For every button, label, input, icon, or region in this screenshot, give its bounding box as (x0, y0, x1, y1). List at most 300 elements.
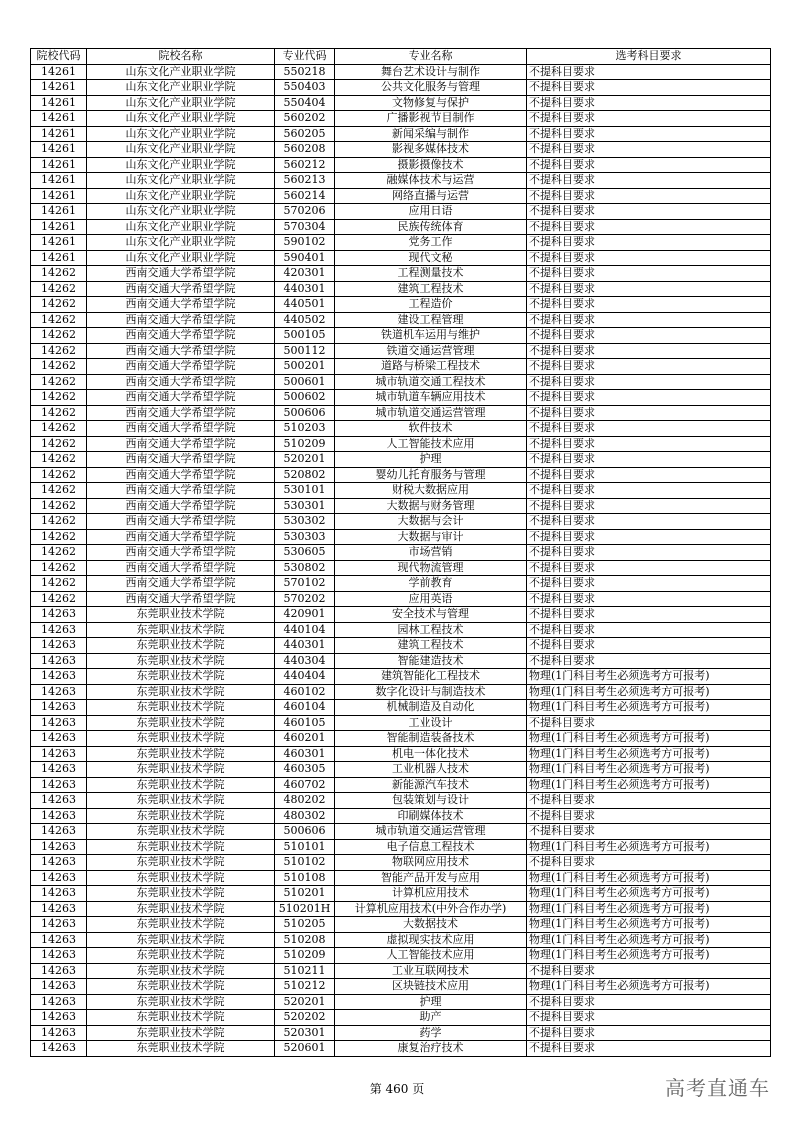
major-name-cell: 助产 (335, 1010, 527, 1026)
major-name-cell: 民族传统体育 (335, 219, 527, 235)
table-row (31, 452, 771, 468)
table-row (31, 560, 771, 576)
table-row (31, 95, 771, 111)
table-row (31, 901, 771, 917)
table-row (31, 529, 771, 545)
major-code-cell: 570102 (275, 576, 335, 592)
school-name-cell: 东莞职业技术学院 (87, 839, 275, 855)
table-row (31, 591, 771, 607)
school-name-cell: 东莞职业技术学院 (87, 1010, 275, 1026)
table-row (31, 157, 771, 173)
requirement-cell: 不提科目要求 (527, 607, 771, 623)
major-code-cell: 550403 (275, 80, 335, 96)
school-code-cell: 14263 (31, 839, 87, 855)
school-code-cell: 14263 (31, 917, 87, 933)
major-code-cell: 590401 (275, 250, 335, 266)
table-row (31, 607, 771, 623)
requirement-cell: 不提科目要求 (527, 297, 771, 313)
major-name-cell: 虚拟现实技术应用 (335, 932, 527, 948)
major-name-cell: 软件技术 (335, 421, 527, 437)
major-code-cell: 570202 (275, 591, 335, 607)
major-name-cell: 道路与桥梁工程技术 (335, 359, 527, 375)
major-code-cell: 560212 (275, 157, 335, 173)
watermark-text: 高考直通车 (665, 1076, 770, 1100)
table-row (31, 545, 771, 561)
table-row (31, 80, 771, 96)
school-name-cell: 山东文化产业职业学院 (87, 142, 275, 158)
major-name-cell: 城市轨道交通运营管理 (335, 405, 527, 421)
table-row (31, 700, 771, 716)
school-name-cell: 山东文化产业职业学院 (87, 250, 275, 266)
major-code-cell: 560208 (275, 142, 335, 158)
requirement-cell: 不提科目要求 (527, 312, 771, 328)
school-code-cell: 14261 (31, 126, 87, 142)
school-code-cell: 14262 (31, 297, 87, 313)
school-code-cell: 14263 (31, 684, 87, 700)
school-name-cell: 西南交通大学希望学院 (87, 483, 275, 499)
table-row (31, 390, 771, 406)
major-code-cell: 510208 (275, 932, 335, 948)
major-name-cell: 摄影摄像技术 (335, 157, 527, 173)
table-row (31, 963, 771, 979)
school-name-cell: 东莞职业技术学院 (87, 808, 275, 824)
school-name-cell: 西南交通大学希望学院 (87, 328, 275, 344)
table-row (31, 514, 771, 530)
table-row (31, 421, 771, 437)
requirement-cell: 物理(1门科目考生必须选考方可报考) (527, 870, 771, 886)
table-row (31, 638, 771, 654)
school-name-cell: 东莞职业技术学院 (87, 1041, 275, 1057)
major-code-cell: 480302 (275, 808, 335, 824)
table-row (31, 64, 771, 80)
school-name-cell: 西南交通大学希望学院 (87, 405, 275, 421)
school-code-cell: 14262 (31, 266, 87, 282)
major-code-cell: 500601 (275, 374, 335, 390)
major-name-cell: 城市轨道交通运营管理 (335, 824, 527, 840)
header-subject-requirement: 选考科目要求 (527, 49, 771, 65)
major-code-cell: 440501 (275, 297, 335, 313)
table-row (31, 312, 771, 328)
table-row (31, 948, 771, 964)
requirement-cell: 物理(1门科目考生必须选考方可报考) (527, 684, 771, 700)
major-name-cell: 工业互联网技术 (335, 963, 527, 979)
school-name-cell: 东莞职业技术学院 (87, 979, 275, 995)
school-name-cell: 东莞职业技术学院 (87, 994, 275, 1010)
requirement-cell: 不提科目要求 (527, 64, 771, 80)
header-school-code: 院校代码 (31, 49, 87, 65)
school-name-cell: 东莞职业技术学院 (87, 886, 275, 902)
school-code-cell: 14261 (31, 188, 87, 204)
school-code-cell: 14262 (31, 467, 87, 483)
requirement-cell: 不提科目要求 (527, 793, 771, 809)
requirement-cell: 不提科目要求 (527, 1041, 771, 1057)
school-name-cell: 东莞职业技术学院 (87, 963, 275, 979)
major-code-cell: 440301 (275, 638, 335, 654)
school-name-cell: 西南交通大学希望学院 (87, 421, 275, 437)
school-name-cell: 东莞职业技术学院 (87, 638, 275, 654)
school-code-cell: 14262 (31, 483, 87, 499)
school-code-cell: 14261 (31, 250, 87, 266)
school-code-cell: 14262 (31, 281, 87, 297)
requirement-cell: 物理(1门科目考生必须选考方可报考) (527, 932, 771, 948)
header-school-name: 院校名称 (87, 49, 275, 65)
requirement-cell: 物理(1门科目考生必须选考方可报考) (527, 777, 771, 793)
school-code-cell: 14263 (31, 793, 87, 809)
major-name-cell: 智能制造装备技术 (335, 731, 527, 747)
school-code-cell: 14261 (31, 157, 87, 173)
major-name-cell: 康复治疗技术 (335, 1041, 527, 1057)
requirement-cell: 物理(1门科目考生必须选考方可报考) (527, 762, 771, 778)
major-name-cell: 园林工程技术 (335, 622, 527, 638)
major-code-cell: 420901 (275, 607, 335, 623)
school-code-cell: 14263 (31, 979, 87, 995)
table-row (31, 235, 771, 251)
major-name-cell: 婴幼儿托育服务与管理 (335, 467, 527, 483)
table-row (31, 483, 771, 499)
school-code-cell: 14262 (31, 312, 87, 328)
requirement-cell: 不提科目要求 (527, 80, 771, 96)
requirement-cell: 不提科目要求 (527, 142, 771, 158)
school-code-cell: 14262 (31, 374, 87, 390)
table-header-row (31, 49, 771, 65)
major-name-cell: 建设工程管理 (335, 312, 527, 328)
requirement-cell: 不提科目要求 (527, 204, 771, 220)
school-code-cell: 14263 (31, 622, 87, 638)
major-name-cell: 计算机应用技术(中外合作办学) (335, 901, 527, 917)
requirement-cell: 不提科目要求 (527, 374, 771, 390)
school-name-cell: 山东文化产业职业学院 (87, 219, 275, 235)
major-code-cell: 440502 (275, 312, 335, 328)
major-code-cell: 510203 (275, 421, 335, 437)
requirement-cell: 不提科目要求 (527, 266, 771, 282)
requirement-cell: 物理(1门科目考生必须选考方可报考) (527, 901, 771, 917)
school-code-cell: 14263 (31, 700, 87, 716)
major-code-cell: 460105 (275, 715, 335, 731)
school-name-cell: 山东文化产业职业学院 (87, 95, 275, 111)
school-name-cell: 东莞职业技术学院 (87, 700, 275, 716)
school-name-cell: 西南交通大学希望学院 (87, 343, 275, 359)
table-row (31, 328, 771, 344)
major-code-cell: 460104 (275, 700, 335, 716)
table-row (31, 111, 771, 127)
table-row (31, 808, 771, 824)
school-code-cell: 14263 (31, 653, 87, 669)
major-code-cell: 560214 (275, 188, 335, 204)
table-row (31, 1025, 771, 1041)
major-code-cell: 530302 (275, 514, 335, 530)
table-row (31, 669, 771, 685)
school-name-cell: 西南交通大学希望学院 (87, 297, 275, 313)
requirement-cell: 不提科目要求 (527, 219, 771, 235)
major-code-cell: 510108 (275, 870, 335, 886)
school-name-cell: 山东文化产业职业学院 (87, 111, 275, 127)
requirement-cell: 不提科目要求 (527, 994, 771, 1010)
school-name-cell: 东莞职业技术学院 (87, 917, 275, 933)
table-row (31, 653, 771, 669)
major-name-cell: 工程测量技术 (335, 266, 527, 282)
major-code-cell: 460301 (275, 746, 335, 762)
school-name-cell: 西南交通大学希望学院 (87, 436, 275, 452)
major-name-cell: 智能建造技术 (335, 653, 527, 669)
major-code-cell: 500602 (275, 390, 335, 406)
table-row (31, 188, 771, 204)
requirement-cell: 不提科目要求 (527, 328, 771, 344)
major-name-cell: 电子信息工程技术 (335, 839, 527, 855)
table-row (31, 762, 771, 778)
major-code-cell: 440304 (275, 653, 335, 669)
major-code-cell: 520301 (275, 1025, 335, 1041)
major-code-cell: 500112 (275, 343, 335, 359)
requirement-cell: 不提科目要求 (527, 514, 771, 530)
school-name-cell: 东莞职业技术学院 (87, 793, 275, 809)
major-name-cell: 市场营销 (335, 545, 527, 561)
major-name-cell: 融媒体技术与运营 (335, 173, 527, 189)
school-name-cell: 东莞职业技术学院 (87, 607, 275, 623)
major-code-cell: 520202 (275, 1010, 335, 1026)
major-name-cell: 财税大数据应用 (335, 483, 527, 499)
school-name-cell: 东莞职业技术学院 (87, 762, 275, 778)
school-code-cell: 14261 (31, 235, 87, 251)
table-row (31, 932, 771, 948)
requirement-cell: 不提科目要求 (527, 715, 771, 731)
school-code-cell: 14262 (31, 498, 87, 514)
major-code-cell: 460201 (275, 731, 335, 747)
school-code-cell: 14263 (31, 746, 87, 762)
major-code-cell: 510102 (275, 855, 335, 871)
school-name-cell: 西南交通大学希望学院 (87, 312, 275, 328)
table-row (31, 498, 771, 514)
major-code-cell: 460102 (275, 684, 335, 700)
major-code-cell: 510205 (275, 917, 335, 933)
requirement-cell: 不提科目要求 (527, 95, 771, 111)
table-row (31, 343, 771, 359)
major-code-cell: 420301 (275, 266, 335, 282)
requirement-cell: 物理(1门科目考生必须选考方可报考) (527, 979, 771, 995)
requirement-cell: 不提科目要求 (527, 343, 771, 359)
requirement-cell: 不提科目要求 (527, 653, 771, 669)
table-row (31, 824, 771, 840)
major-name-cell: 铁道交通运营管理 (335, 343, 527, 359)
requirement-cell: 不提科目要求 (527, 421, 771, 437)
school-code-cell: 14263 (31, 638, 87, 654)
school-code-cell: 14261 (31, 111, 87, 127)
school-code-cell: 14263 (31, 824, 87, 840)
school-code-cell: 14262 (31, 405, 87, 421)
school-code-cell: 14263 (31, 607, 87, 623)
major-name-cell: 现代文秘 (335, 250, 527, 266)
table-row (31, 219, 771, 235)
school-code-cell: 14261 (31, 204, 87, 220)
school-name-cell: 东莞职业技术学院 (87, 715, 275, 731)
school-code-cell: 14262 (31, 529, 87, 545)
school-code-cell: 14261 (31, 95, 87, 111)
major-name-cell: 现代物流管理 (335, 560, 527, 576)
requirement-cell: 不提科目要求 (527, 638, 771, 654)
school-code-cell: 14261 (31, 219, 87, 235)
major-name-cell: 工业机器人技术 (335, 762, 527, 778)
major-name-cell: 工程造价 (335, 297, 527, 313)
requirement-cell: 不提科目要求 (527, 111, 771, 127)
school-name-cell: 山东文化产业职业学院 (87, 204, 275, 220)
major-name-cell: 大数据与审计 (335, 529, 527, 545)
school-code-cell: 14263 (31, 715, 87, 731)
major-code-cell: 510201 (275, 886, 335, 902)
major-name-cell: 大数据与会计 (335, 514, 527, 530)
major-code-cell: 530303 (275, 529, 335, 545)
major-name-cell: 学前教育 (335, 576, 527, 592)
table-row (31, 855, 771, 871)
school-name-cell: 东莞职业技术学院 (87, 684, 275, 700)
school-name-cell: 山东文化产业职业学院 (87, 64, 275, 80)
school-code-cell: 14262 (31, 576, 87, 592)
requirement-cell: 物理(1门科目考生必须选考方可报考) (527, 886, 771, 902)
major-code-cell: 510212 (275, 979, 335, 995)
major-name-cell: 智能产品开发与应用 (335, 870, 527, 886)
page-number: 第 460 页 (369, 1082, 425, 1096)
school-code-cell: 14263 (31, 994, 87, 1010)
requirement-cell: 物理(1门科目考生必须选考方可报考) (527, 669, 771, 685)
school-name-cell: 山东文化产业职业学院 (87, 80, 275, 96)
school-code-cell: 14263 (31, 901, 87, 917)
table-row (31, 250, 771, 266)
requirement-cell: 不提科目要求 (527, 390, 771, 406)
major-code-cell: 590102 (275, 235, 335, 251)
major-name-cell: 新能源汽车技术 (335, 777, 527, 793)
school-name-cell: 东莞职业技术学院 (87, 1025, 275, 1041)
school-name-cell: 东莞职业技术学院 (87, 855, 275, 871)
table-body (31, 64, 771, 1056)
requirement-cell: 不提科目要求 (527, 963, 771, 979)
major-code-cell: 510209 (275, 948, 335, 964)
school-code-cell: 14262 (31, 514, 87, 530)
major-code-cell: 530101 (275, 483, 335, 499)
major-name-cell: 护理 (335, 994, 527, 1010)
requirement-cell: 物理(1门科目考生必须选考方可报考) (527, 731, 771, 747)
table-row (31, 142, 771, 158)
school-code-cell: 14262 (31, 343, 87, 359)
table-row (31, 1041, 771, 1057)
major-code-cell: 560213 (275, 173, 335, 189)
major-name-cell: 城市轨道交通工程技术 (335, 374, 527, 390)
school-name-cell: 东莞职业技术学院 (87, 870, 275, 886)
major-name-cell: 药学 (335, 1025, 527, 1041)
requirement-cell: 物理(1门科目考生必须选考方可报考) (527, 839, 771, 855)
major-code-cell: 440404 (275, 669, 335, 685)
table-row (31, 281, 771, 297)
major-name-cell: 区块链技术应用 (335, 979, 527, 995)
school-code-cell: 14263 (31, 669, 87, 685)
major-name-cell: 包装策划与设计 (335, 793, 527, 809)
header-major-code: 专业代码 (275, 49, 335, 65)
school-name-cell: 西南交通大学希望学院 (87, 545, 275, 561)
school-code-cell: 14263 (31, 808, 87, 824)
school-name-cell: 西南交通大学希望学院 (87, 359, 275, 375)
table-row (31, 204, 771, 220)
major-code-cell: 510101 (275, 839, 335, 855)
school-code-cell: 14262 (31, 591, 87, 607)
school-name-cell: 东莞职业技术学院 (87, 731, 275, 747)
school-code-cell: 14263 (31, 762, 87, 778)
school-name-cell: 西南交通大学希望学院 (87, 591, 275, 607)
school-code-cell: 14263 (31, 963, 87, 979)
school-name-cell: 东莞职业技术学院 (87, 653, 275, 669)
major-name-cell: 人工智能技术应用 (335, 948, 527, 964)
major-code-cell: 500606 (275, 405, 335, 421)
school-name-cell: 西南交通大学希望学院 (87, 514, 275, 530)
table-row (31, 684, 771, 700)
major-code-cell: 560205 (275, 126, 335, 142)
requirement-cell: 不提科目要求 (527, 1025, 771, 1041)
major-code-cell: 510209 (275, 436, 335, 452)
major-name-cell: 安全技术与管理 (335, 607, 527, 623)
major-name-cell: 大数据与财务管理 (335, 498, 527, 514)
major-name-cell: 建筑智能化工程技术 (335, 669, 527, 685)
school-name-cell: 西南交通大学希望学院 (87, 374, 275, 390)
major-code-cell: 530301 (275, 498, 335, 514)
major-code-cell: 460702 (275, 777, 335, 793)
school-name-cell: 西南交通大学希望学院 (87, 529, 275, 545)
major-code-cell: 510201H (275, 901, 335, 917)
major-name-cell: 数字化设计与制造技术 (335, 684, 527, 700)
major-code-cell: 570304 (275, 219, 335, 235)
major-code-cell: 530605 (275, 545, 335, 561)
school-name-cell: 西南交通大学希望学院 (87, 467, 275, 483)
requirement-cell: 不提科目要求 (527, 824, 771, 840)
requirement-cell: 不提科目要求 (527, 250, 771, 266)
school-code-cell: 14261 (31, 142, 87, 158)
school-name-cell: 东莞职业技术学院 (87, 932, 275, 948)
requirement-cell: 不提科目要求 (527, 126, 771, 142)
school-code-cell: 14263 (31, 932, 87, 948)
school-name-cell: 西南交通大学希望学院 (87, 576, 275, 592)
requirement-cell: 不提科目要求 (527, 235, 771, 251)
major-name-cell: 计算机应用技术 (335, 886, 527, 902)
table-row (31, 436, 771, 452)
table-row (31, 576, 771, 592)
school-name-cell: 东莞职业技术学院 (87, 901, 275, 917)
school-name-cell: 西南交通大学希望学院 (87, 266, 275, 282)
requirement-cell: 不提科目要求 (527, 436, 771, 452)
major-name-cell: 物联网应用技术 (335, 855, 527, 871)
requirement-cell: 不提科目要求 (527, 483, 771, 499)
major-name-cell: 人工智能技术应用 (335, 436, 527, 452)
school-code-cell: 14262 (31, 560, 87, 576)
school-code-cell: 14262 (31, 359, 87, 375)
table-row (31, 622, 771, 638)
major-code-cell: 520201 (275, 452, 335, 468)
school-name-cell: 西南交通大学希望学院 (87, 452, 275, 468)
school-code-cell: 14263 (31, 731, 87, 747)
table-row (31, 297, 771, 313)
major-name-cell: 建筑工程技术 (335, 281, 527, 297)
school-name-cell: 山东文化产业职业学院 (87, 157, 275, 173)
table-row (31, 870, 771, 886)
table-row (31, 126, 771, 142)
school-code-cell: 14263 (31, 855, 87, 871)
major-code-cell: 460305 (275, 762, 335, 778)
major-name-cell: 应用英语 (335, 591, 527, 607)
requirement-cell: 不提科目要求 (527, 808, 771, 824)
major-name-cell: 党务工作 (335, 235, 527, 251)
major-code-cell: 520802 (275, 467, 335, 483)
major-name-cell: 机电一体化技术 (335, 746, 527, 762)
major-name-cell: 公共文化服务与管理 (335, 80, 527, 96)
major-name-cell: 印刷媒体技术 (335, 808, 527, 824)
major-code-cell: 440104 (275, 622, 335, 638)
major-code-cell: 520201 (275, 994, 335, 1010)
table-row (31, 405, 771, 421)
requirement-cell: 不提科目要求 (527, 157, 771, 173)
